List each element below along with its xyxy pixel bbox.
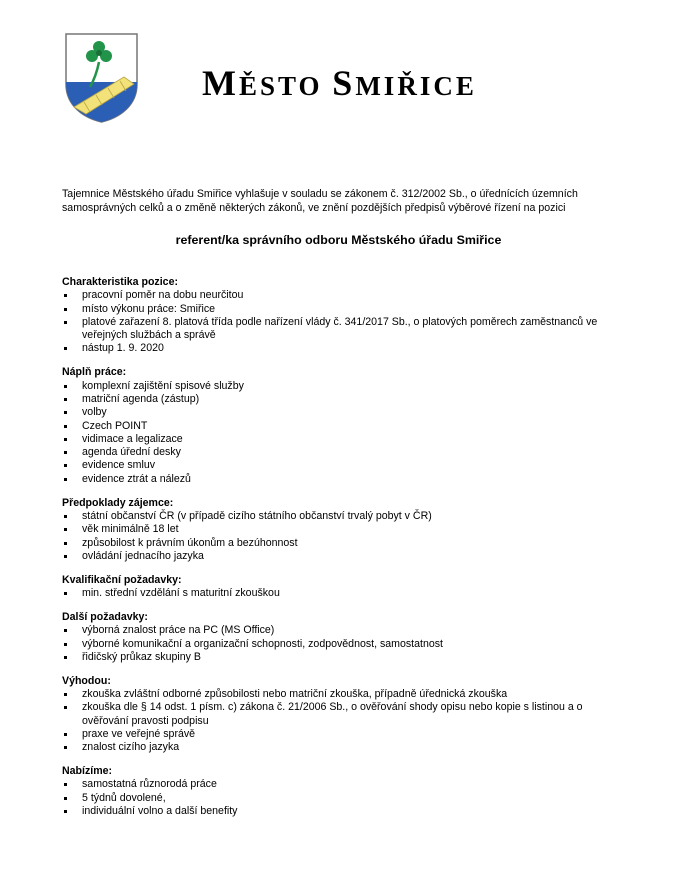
section-title: Charakteristika pozice: [62,276,178,288]
section-title: Kvalifikační požadavky: [62,573,182,586]
section [62,765,632,818]
list-item: praxe ve veřejné správě [62,728,632,741]
list-item: platové zařazení 8. platová třída podle nařízení vlády č. 341/2017 Sb., o platových poměrech zaměstnanců ve veřejných službách a správě [62,316,632,343]
list-item: evidence ztrát a nálezů [62,473,632,486]
section [62,366,632,486]
section-title: Předpoklady zájemce: [62,496,174,509]
section [62,276,632,356]
list-item: Czech POINT [62,420,632,433]
list-item: ovládání jednacího jazyka [62,550,632,563]
sections [62,276,632,829]
coat-of-arms-icon [64,32,139,124]
list-item: výborná znalost práce na PC (MS Office) [62,624,632,637]
section [62,497,632,563]
list-item: min. střední vzdělání s maturitní zkouškou [62,587,632,600]
list-item: řidičský průkaz skupiny B [62,651,632,664]
bullet-list [62,587,632,600]
list-item: vidimace a legalizace [62,433,632,446]
list-item: věk minimálně 18 let [62,523,632,536]
section-title: Nabízíme: [62,765,113,778]
bullet-list [62,510,632,563]
list-item: znalost cizího jazyka [62,741,632,754]
list-item: zkouška dle § 14 odst. 1 písm. c) zákona č. 21/2006 Sb., o ověřování shody opisu nebo kopie s listinou a o ověřování pravosti podpisu [62,701,632,728]
list-item: agenda úřední desky [62,446,632,459]
list-item: státní občanství ČR (v případě cizího státního občanství trvalý pobyt v ČR) [62,510,632,523]
list-item: komplexní zajištění spisové služby [62,380,632,393]
intro-paragraph: Tajemnice Městského úřadu Smiřice vyhlašuje v souladu se zákonem č. 312/2002 Sb., o úřednících územních samosprávných celků a o změně některých zákonů, ve znění pozdějších předpisů výběrové řízení na pozici [62,188,578,214]
list-item: zkouška zvláštní odborné způsobilosti nebo matriční zkouška, případně úřednická zkouška [62,688,632,701]
section-title: Výhodou: [62,674,111,687]
list-item: místo výkonu práce: Smiřice [62,303,632,316]
section [62,675,632,755]
page-title: MĚSTO SMIŘICE [202,63,477,103]
list-item: pracovní poměr na dobu neurčitou [62,289,632,302]
list-item: výborné komunikační a organizační schopnosti, zodpovědnost, samostatnost [62,638,632,651]
list-item: volby [62,406,632,419]
bullet-list [62,688,632,754]
bullet-list [62,624,632,664]
bullet-list [62,778,632,818]
list-item: způsobilost k právním úkonům a bezúhonnost [62,537,632,550]
section [62,611,632,664]
list-item: matriční agenda (zástup) [62,393,632,406]
section [62,574,632,601]
list-item: evidence smluv [62,459,632,472]
bullet-list [62,380,632,486]
list-item: nástup 1. 9. 2020 [62,342,632,355]
list-item: 5 týdnů dovolené, [62,792,632,805]
section-title: Další požadavky: [62,610,148,623]
section-title: Náplň práce: [62,366,127,379]
bullet-list [62,289,632,355]
list-item: individuální volno a další benefity [62,805,632,818]
list-item: samostatná různorodá práce [62,778,632,791]
position-title: referent/ka správního odboru Městského úřadu Smiřice [175,233,502,247]
